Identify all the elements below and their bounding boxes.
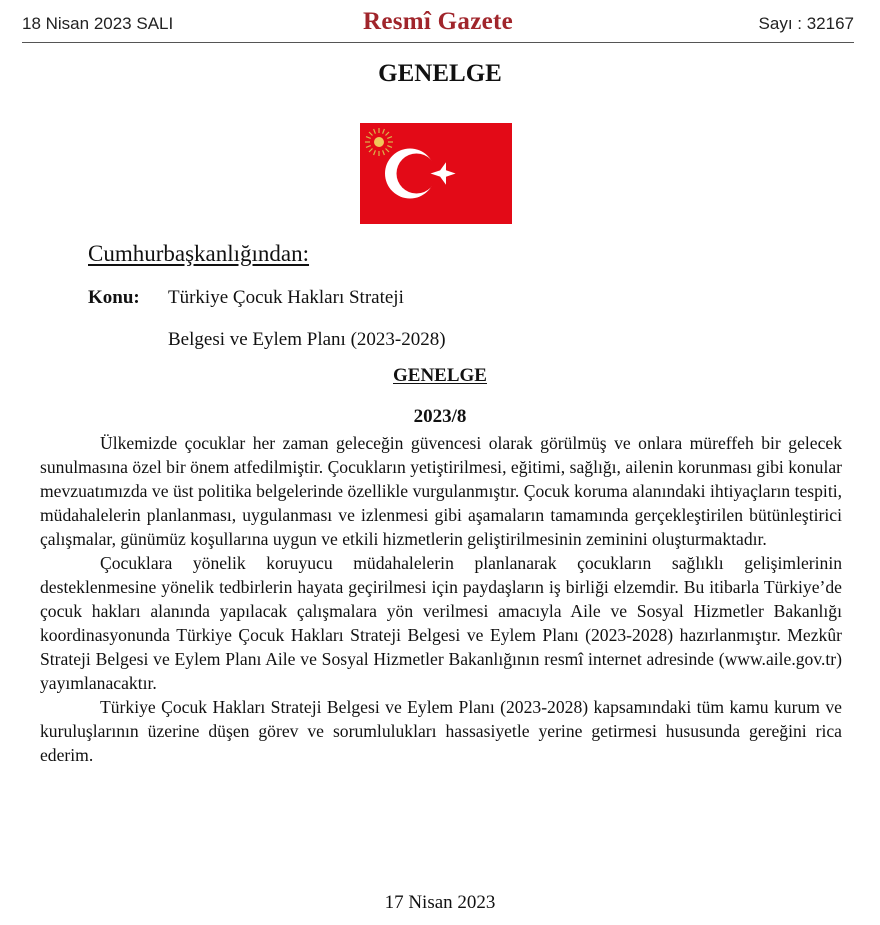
body-paragraph-1: Ülkemizde çocuklar her zaman geleceğin güvencesi olarak görülmüş ve onlara müreffeh bir gelecek sunulmasına özel bir önem atfedilmiştir. Çocukların yetiştirilmesi, eğitimi, sağlığı, ailenin korunması gibi konular mevzuatımızda ve üst politika belgelerinde özellikle vurgulanmıştır. Çocuk koruma alanındaki ihtiyaçların tespiti, müdahalelerin planlanması, uygulanması ve izlenmesi gibi aşamaların tamamında gerçekleştirilen bütünleştirici çalışmalar, günümüz koşullarına uygun ve etkili hizmetlerin geliştirilmesinin zeminini oluşturmaktadır. (40, 433, 842, 549)
circular-number: 2023/8 (413, 406, 467, 427)
body-paragraph-2: Çocuklara yönelik koruyucu müdahalelerin planlanarak çocukların sağlıklı gelişimlerinin desteklenmesine yönelik tedbirlerin hayata geçirilmesi için paydaşların iş birliği elzemdir. Bu itibarla Türkiye’de çocuk hakları alanında yapılacak çalışmalara yön verilmesi amacıyla Aile ve Sosyal Hizmetler Bakanlığı koordinasyonunda Türkiye Çocuk Hakları Strateji Belgesi ve Eylem Planı (2023-2028) hazırlanmıştır. Mezkûr Strateji Belgesi ve Eylem Planı Aile ve Sosyal Hizmetler Bakanlığının resmî internet adresinde (www.aile.gov.tr) yayımlanacaktır. (40, 553, 842, 693)
page-title: GENELGE (378, 60, 502, 87)
subject-text-line-2: Belgesi ve Eylem Planı (2023-2028) (168, 329, 446, 350)
issuer-heading: Cumhurbaşkanlığından: (88, 241, 310, 266)
presidential-seal-icon (365, 128, 393, 156)
turkish-flag-icon (360, 123, 512, 224)
gazette-title: Resmî Gazete (362, 8, 514, 35)
subject-label: Konu: (88, 287, 140, 308)
signature-date: 17 Nisan 2023 (384, 892, 496, 913)
issue-number: Sayı : 32167 (758, 14, 854, 33)
gazette-header (22, 8, 854, 43)
subject-text-line-1: Türkiye Çocuk Hakları Strateji (168, 287, 404, 308)
circular-body (40, 431, 842, 767)
header-date: 18 Nisan 2023 SALI (22, 14, 174, 33)
circular-title: GENELGE (393, 365, 487, 386)
body-paragraph-3: Türkiye Çocuk Hakları Strateji Belgesi ve Eylem Planı (2023-2028) kapsamındaki tüm kamu kurum ve kuruluşlarının üzerine düşen görev ve sorumlulukları hassasiyetle yerine getirmesi hususunda gereğini rica ederim. (40, 697, 842, 765)
